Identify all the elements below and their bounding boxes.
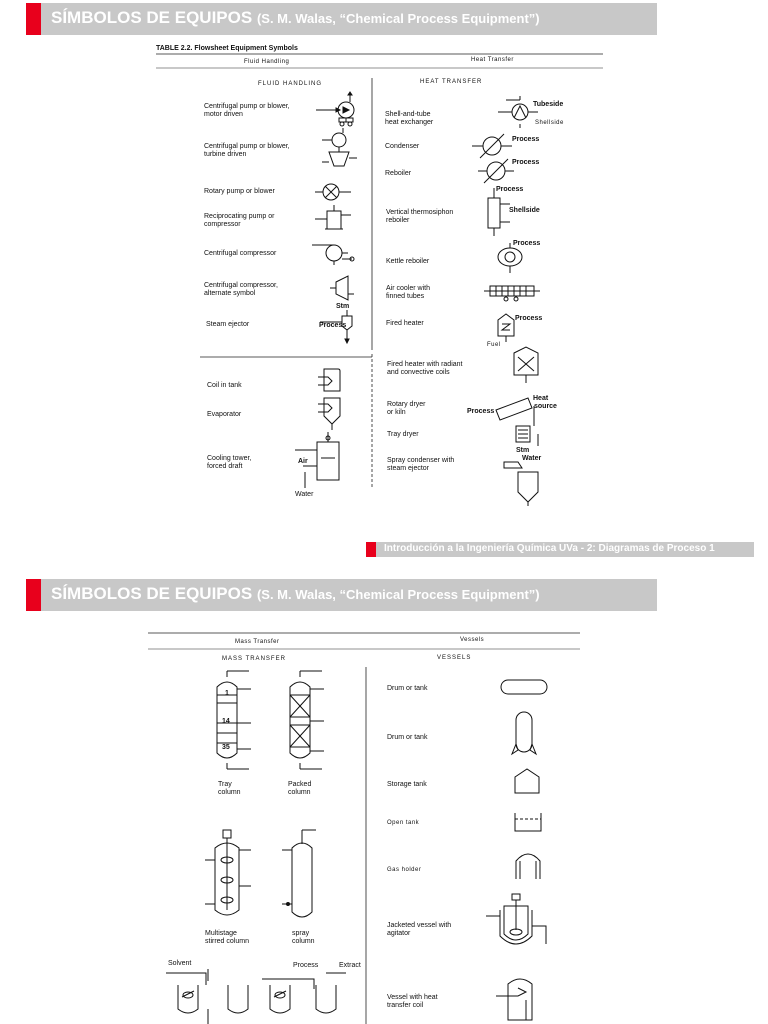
label-rotary-dryer: Rotary dryer or kiln — [387, 401, 426, 416]
tag-air: Air — [298, 458, 308, 465]
label-jacketed-vessel: Jacketed vessel with agitator — [387, 922, 452, 937]
tag-process-condenser: Process — [512, 136, 540, 143]
symbol-spray-condenser — [496, 452, 546, 507]
symbol-centrifugal-compressor-alt — [330, 274, 355, 304]
symbol-spray-column — [282, 830, 322, 930]
slide-1-footer — [366, 542, 754, 557]
footer-accent — [366, 542, 376, 557]
symbol-tray-dryer — [512, 424, 547, 449]
symbol-drum-vertical — [510, 710, 540, 760]
tray-number-14: 14 — [222, 718, 230, 725]
tag-process-dryer: Process — [467, 408, 495, 415]
symbol-evaporator — [318, 396, 348, 431]
label-packed-column: Packed column — [288, 781, 312, 796]
footer-text: Introducción a la Ingeniería Química UVa - 2: Diagramas de Proceso 1 — [384, 543, 715, 554]
label-steam-ejector: Steam ejector — [206, 321, 250, 328]
slide-2 — [0, 577, 768, 1024]
section-vessels: VESSELS — [437, 655, 472, 661]
label-cooling-tower: Cooling tower, forced draft — [207, 455, 252, 470]
section-heat-transfer: HEAT TRANSFER — [420, 79, 483, 85]
symbol-centrifugal-pump-turbine — [322, 128, 362, 173]
tag-tubeside: Tubeside — [533, 101, 564, 108]
col-header-heat: Heat Transfer — [471, 57, 514, 63]
tag-shellside-thermosiphon: Shellside — [509, 207, 540, 214]
label-spray-condenser: Spray condenser with steam ejector — [387, 457, 455, 472]
tag-source: source — [534, 403, 557, 410]
label-centrifugal-compressor-alt: Centrifugal compressor, alternate symbol — [204, 282, 278, 297]
symbol-shell-and-tube — [498, 96, 538, 136]
label-vertical-thermosiphon: Vertical thermosiphon reboiler — [386, 209, 454, 224]
label-air-cooler: Air cooler with finned tubes — [386, 285, 430, 300]
label-fired-heater: Fired heater — [386, 320, 424, 327]
symbol-open-tank — [512, 809, 547, 834]
label-condenser: Condenser — [385, 143, 420, 150]
symbol-air-cooler — [484, 280, 544, 305]
label-shell-and-tube: Shell-and-tube heat exchanger — [385, 111, 434, 126]
label-rotary-pump: Rotary pump or blower — [204, 188, 275, 195]
tag-heat: Heat — [533, 395, 549, 402]
table-caption: TABLE 2.2. Flowsheet Equipment Symbols — [156, 45, 298, 52]
label-gas-holder: Gas holder — [387, 867, 422, 873]
tag-process-kettle: Process — [513, 240, 541, 247]
tag-shellside: Shellside — [535, 120, 564, 126]
tag-stm: Stm — [336, 303, 350, 310]
section-fluid-handling: FLUID HANDLING — [258, 81, 323, 87]
symbol-mixer-settler — [166, 969, 346, 1024]
symbol-cooling-tower — [295, 432, 350, 492]
section-mass-transfer: MASS TRANSFER — [222, 656, 286, 662]
label-tray-column: Tray column — [218, 781, 241, 796]
symbol-fired-heater — [494, 310, 524, 345]
slide-2-title: SÍMBOLOS DE EQUIPOS (S. M. Walas, “Chemical Process Equipment”) — [51, 584, 540, 603]
label-tray-dryer: Tray dryer — [387, 431, 419, 438]
label-reciprocating-pump: Reciprocating pump or compressor — [204, 213, 275, 228]
symbol-packed-column — [280, 677, 335, 772]
tag-water-spray: Water — [522, 455, 542, 462]
tag-water: Water — [295, 491, 314, 498]
label-vessel-coil: Vessel with heat transfer coil — [387, 994, 438, 1009]
label-centrifugal-compressor: Centrifugal compressor — [204, 250, 277, 257]
symbol-storage-tank — [512, 767, 547, 797]
symbol-reciprocating-pump — [315, 205, 355, 235]
symbol-jacketed-vessel — [486, 894, 556, 959]
symbol-drum-horizontal — [500, 677, 550, 699]
label-spray-column: spray column — [292, 930, 315, 945]
table-rules-2 — [0, 577, 768, 1024]
tag-process: Process — [319, 322, 347, 329]
label-fired-heater-radiant: Fired heater with radiant and convective coils — [387, 361, 463, 376]
label-storage-tank: Storage tank — [387, 781, 427, 788]
label-drum-horizontal: Drum or tank — [387, 685, 428, 692]
label-reboiler: Reboiler — [385, 170, 412, 177]
label-centrifugal-pump-turbine: Centrifugal pump or blower, turbine driven — [204, 143, 290, 158]
label-kettle-reboiler: Kettle reboiler — [386, 258, 430, 265]
symbol-kettle-reboiler — [492, 243, 532, 273]
tag-fuel: Fuel — [487, 342, 501, 348]
col-header-vessels: Vessels — [460, 637, 485, 643]
symbol-vessel-coil — [496, 974, 546, 1024]
symbol-fired-heater-radiant — [506, 347, 546, 387]
tag-process-mixer: Process — [293, 962, 319, 969]
label-coil-in-tank: Coil in tank — [207, 382, 242, 389]
tag-process-fired: Process — [515, 315, 543, 322]
symbol-reboiler — [478, 157, 518, 187]
tag-process-reboiler: Process — [512, 159, 540, 166]
symbol-rotary-pump — [315, 180, 355, 205]
col-header-fluid: Fluid Handling — [244, 59, 290, 65]
tray-number-1: 1 — [225, 690, 229, 697]
symbol-multistage-stirred-column — [205, 830, 255, 930]
label-drum-vertical: Drum or tank — [387, 734, 428, 741]
label-evaporator: Evaporator — [207, 411, 242, 418]
symbol-coil-in-tank — [318, 365, 348, 395]
symbol-tray-column — [205, 677, 260, 772]
label-open-tank: Open tank — [387, 820, 420, 826]
symbol-gas-holder — [512, 847, 547, 885]
slide-1-title: SÍMBOLOS DE EQUIPOS (S. M. Walas, “Chemical Process Equipment”) — [51, 8, 540, 27]
symbol-steam-ejector — [320, 310, 365, 345]
tag-solvent: Solvent — [168, 960, 192, 967]
tag-process-thermosiphon: Process — [496, 186, 524, 193]
label-multistage-stirred: Multistage stirred column — [205, 930, 249, 945]
tray-number-35: 35 — [222, 744, 230, 751]
tag-stm-spray: Stm — [516, 447, 530, 454]
symbol-vertical-thermosiphon — [484, 188, 524, 238]
label-centrifugal-pump-motor: Centrifugal pump or blower, motor driven — [204, 103, 290, 118]
col-header-mass: Mass Transfer — [235, 639, 280, 645]
symbol-centrifugal-compressor — [312, 239, 357, 269]
tag-extract: Extract — [339, 962, 361, 969]
symbol-centrifugal-pump-motor — [316, 92, 366, 132]
